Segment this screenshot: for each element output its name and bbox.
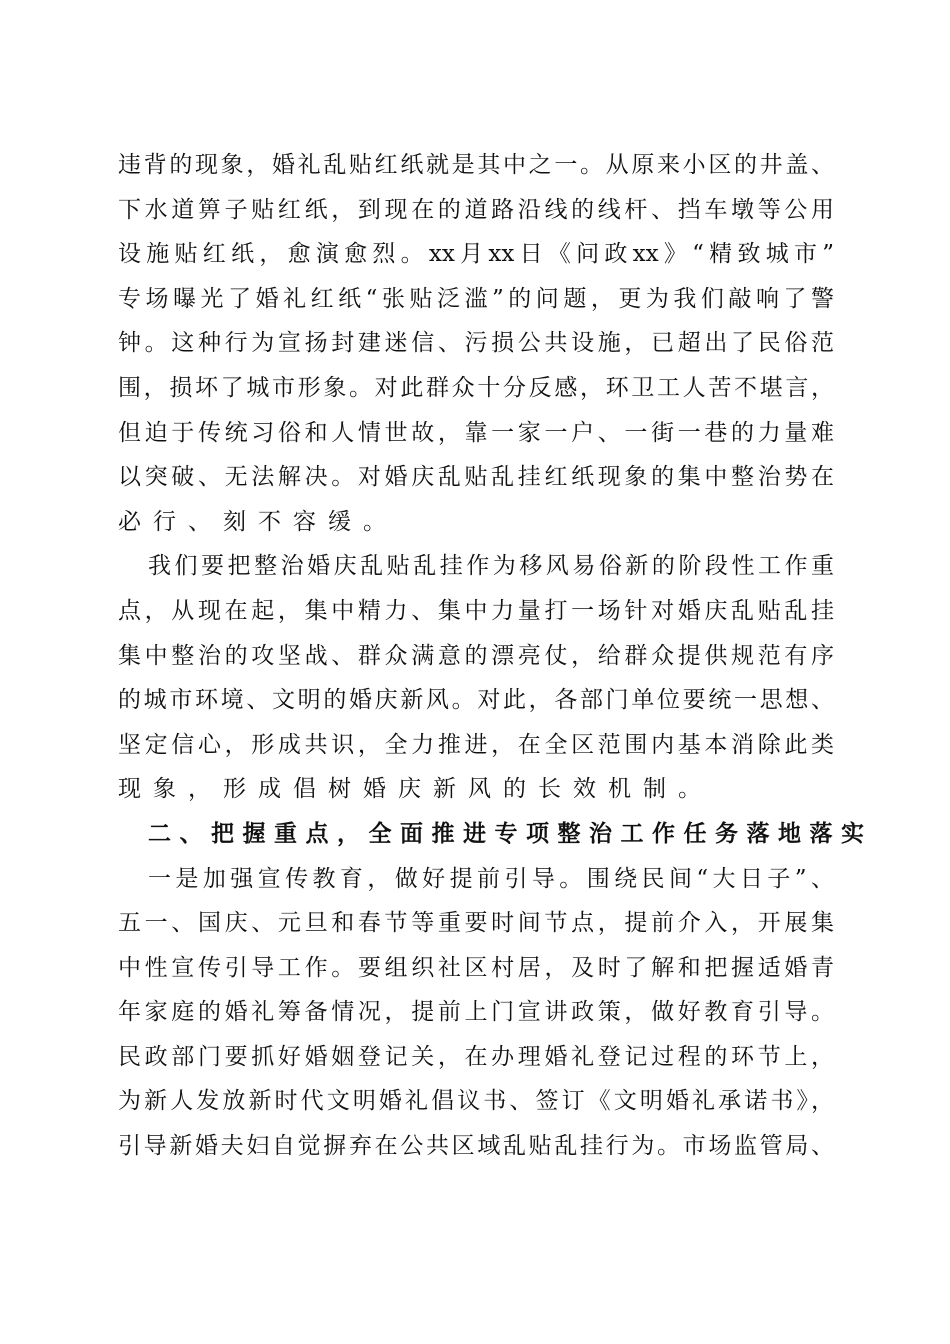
text-line: 违背的现象，婚礼乱贴红纸就是其中之一。从原来小区的井盖、 [118,152,834,178]
text-line: 的城市环境、文明的婚庆新风。对此，各部门单位要统一思想、 [118,687,834,714]
text-line: 五一、国庆、元旦和春节等重要时间节点，提前介入，开展集 [118,910,834,937]
text-line: 坚定信心，形成共识，全力推进，在全区范围内基本消除此类 [118,731,834,758]
paragraph-2 [118,544,834,812]
text-line: 钟。这种行为宣扬封建迷信、污损公共设施，已超出了民俗范 [118,330,834,357]
text-line: 但迫于传统习俗和人情世故，靠一家一户、一街一巷的力量难 [118,419,834,446]
text-line: 年家庭的婚礼筹备情况，提前上门宣讲政策，做好教育引导。 [118,999,834,1026]
text-line: 必行、刻不容缓。 [118,508,398,535]
text-line: 引导新婚夫妇自觉摒弃在公共区域乱贴乱挂行为。市场监管局、 [118,1133,834,1160]
paragraph-1 [118,143,834,544]
text-line: 下水道箅子贴红纸，到现在的道路沿线的线杆、挡车墩等公用 [118,196,834,223]
text-line: 民政部门要抓好婚姻登记关，在办理婚礼登记过程的环节上， [118,1043,834,1070]
text-line: 专场曝光了婚礼红纸“张贴泛滥”的问题，更为我们敲响了警 [118,285,834,312]
paragraph-3 [118,857,834,1169]
text-line: 一是加强宣传教育，做好提前引导。围绕民间“大日子”、 [148,865,834,892]
text-line: 为新人发放新时代文明婚礼倡议书、签订《文明婚礼承诺书》， [118,1088,834,1115]
text-line: 设施贴红纸，愈演愈烈。xx月xx日《问政xx》“精致城市” [118,241,834,268]
text-line: 现象，形成倡树婚庆新风的长效机制。 [118,776,713,803]
text-line: 中性宣传引导工作。要组织社区村居，及时了解和把握适婚青 [118,954,834,981]
section-heading: 二、把握重点，全面推进专项整治工作任务落地落实 [148,819,873,847]
document-page [118,143,873,1169]
text-line: 集中整治的攻坚战、群众满意的漂亮仗，给群众提供规范有序 [118,642,834,669]
text-line: 以突破、无法解决。对婚庆乱贴乱挂红纸现象的集中整治势在 [118,464,834,491]
text-line: 我们要把整治婚庆乱贴乱挂作为移风易俗新的阶段性工作重 [148,553,834,580]
text-line: 点，从现在起，集中精力、集中力量打一场针对婚庆乱贴乱挂 [118,597,834,624]
text-line: 围，损坏了城市形象。对此群众十分反感，环卫工人苦不堪言， [118,374,834,401]
